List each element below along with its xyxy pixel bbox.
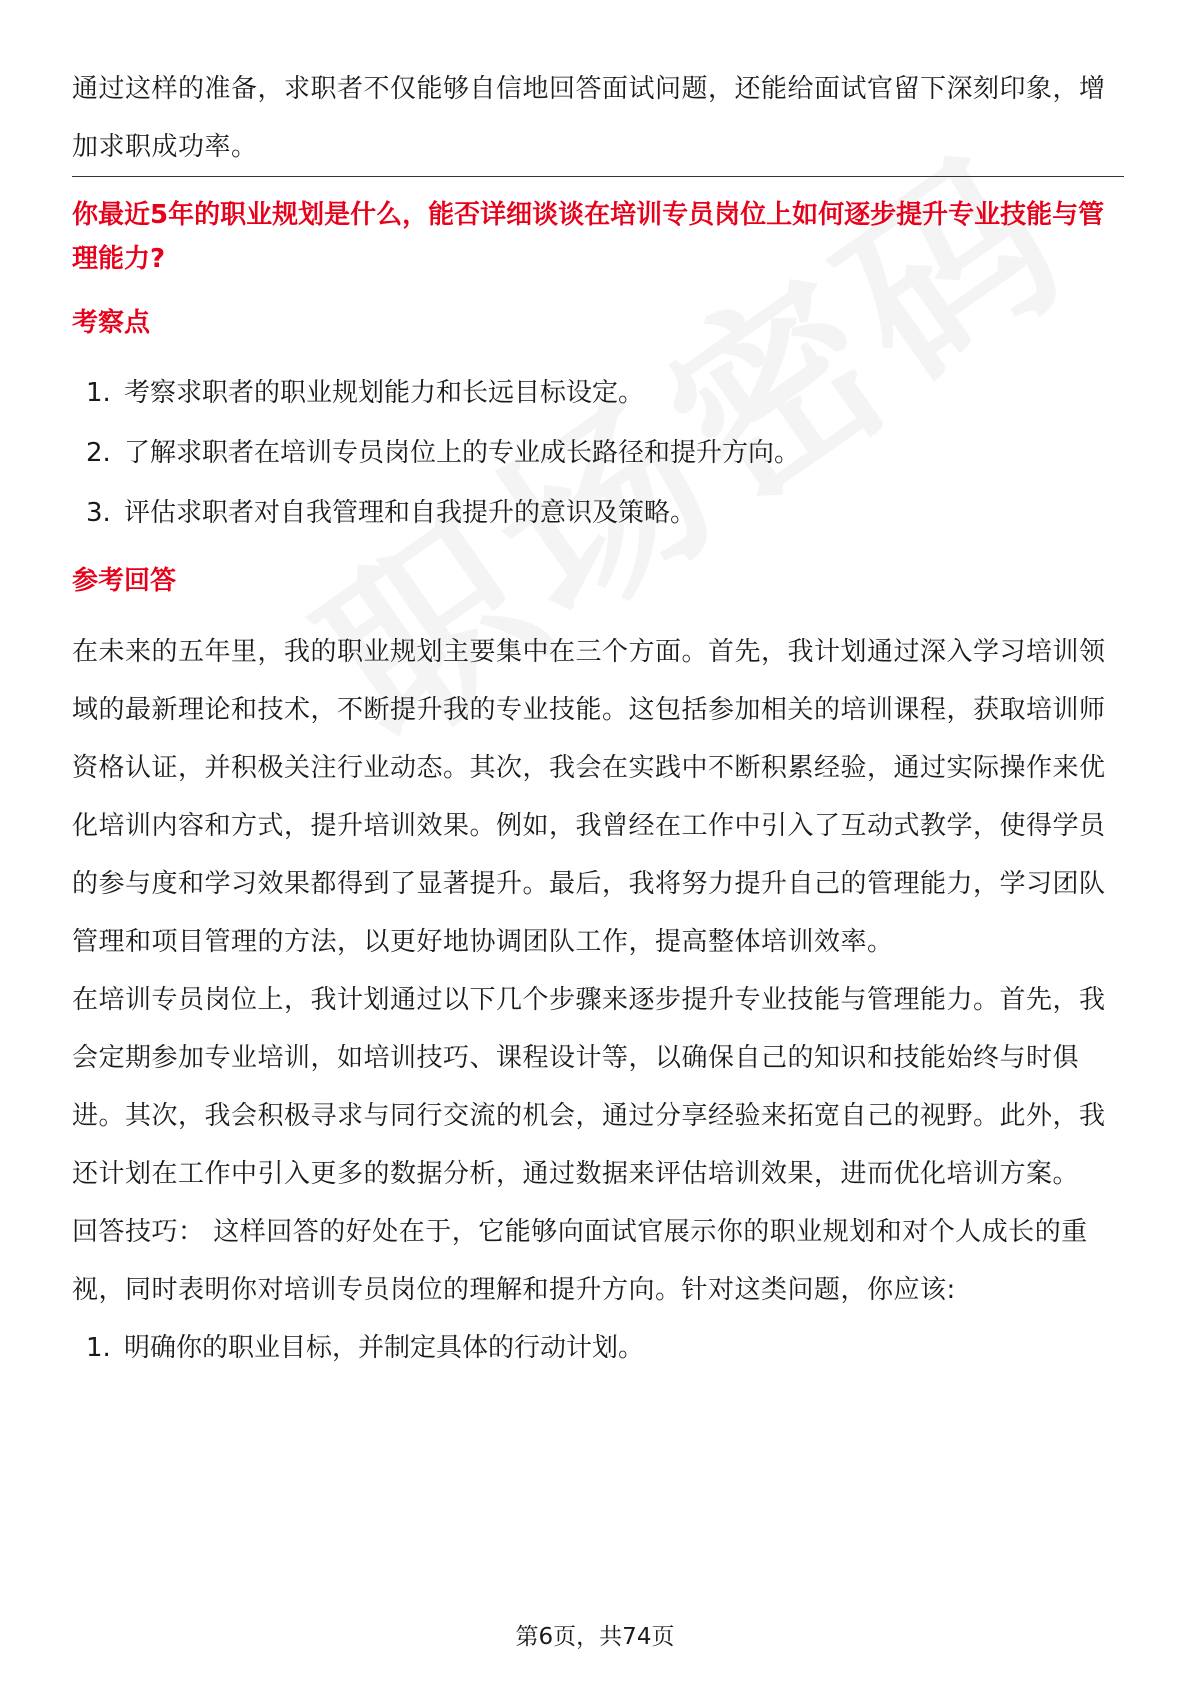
list-number: 1. bbox=[86, 1333, 111, 1363]
page-content bbox=[72, 60, 1122, 1377]
list-item bbox=[72, 483, 1122, 543]
tips-paragraph: 回答技巧： 这样回答的好处在于，它能够向面试官展示你的职业规划和对个人成长的重视，同时表明你对培训专员岗位的理解和提升方向。针对这类问题，你应该: bbox=[72, 1217, 1088, 1305]
list-item bbox=[72, 423, 1122, 483]
list-text: 考察求职者的职业规划能力和长远目标设定。 bbox=[124, 378, 645, 408]
intro-paragraph: 通过这样的准备，求职者不仅能够自信地回答面试问题，还能给面试官留下深刻印象，增加求职成功率。 bbox=[72, 74, 1106, 162]
list-number: 3. bbox=[86, 498, 111, 528]
page-number: 第6页，共74页 bbox=[515, 1624, 675, 1650]
answer-heading: 参考回答 bbox=[72, 566, 177, 596]
assessment-list bbox=[72, 363, 1122, 543]
list-item bbox=[72, 1319, 1122, 1377]
list-number: 2. bbox=[86, 438, 111, 468]
tips-list bbox=[72, 1319, 1122, 1377]
answer-paragraph-2: 在培训专员岗位上，我计划通过以下几个步骤来逐步提升专业技能与管理能力。首先，我会定期参加专业培训，如培训技巧、课程设计等，以确保自己的知识和技能始终与时俱进。其次，我会积极寻求与同行交流的机会，通过分享经验来拓宽自己的视野。此外，我还计划在工作中引入更多的数据分析，通过数据来评估培训效果，进而优化培训方案。 bbox=[72, 985, 1106, 1189]
list-item bbox=[72, 363, 1122, 423]
list-number: 1. bbox=[86, 378, 111, 408]
question-title: 你最近5年的职业规划是什么，能否详细谈谈在培训专员岗位上如何逐步提升专业技能与管理能力? bbox=[72, 200, 1105, 274]
list-text: 了解求职者在培训专员岗位上的专业成长路径和提升方向。 bbox=[124, 438, 801, 468]
list-text: 评估求职者对自我管理和自我提升的意识及策略。 bbox=[124, 498, 697, 528]
section-divider bbox=[72, 176, 1124, 177]
list-text: 明确你的职业目标，并制定具体的行动计划。 bbox=[124, 1333, 645, 1363]
answer-paragraph-1: 在未来的五年里，我的职业规划主要集中在三个方面。首先，我计划通过深入学习培训领域的最新理论和技术，不断提升我的专业技能。这包括参加相关的培训课程，获取培训师资格认证，并积极关注行业动态。其次，我会在实践中不断积累经验，通过实际操作来优化培训内容和方式，提升培训效果。例如，我曾经在工作中引入了互动式教学，使得学员的参与度和学习效果都得到了显著提升。最后，我将努力提升自己的管理能力，学习团队管理和项目管理的方法，以更好地协调团队工作，提高整体培训效率。 bbox=[72, 637, 1106, 957]
assessment-heading: 考察点 bbox=[72, 308, 151, 338]
